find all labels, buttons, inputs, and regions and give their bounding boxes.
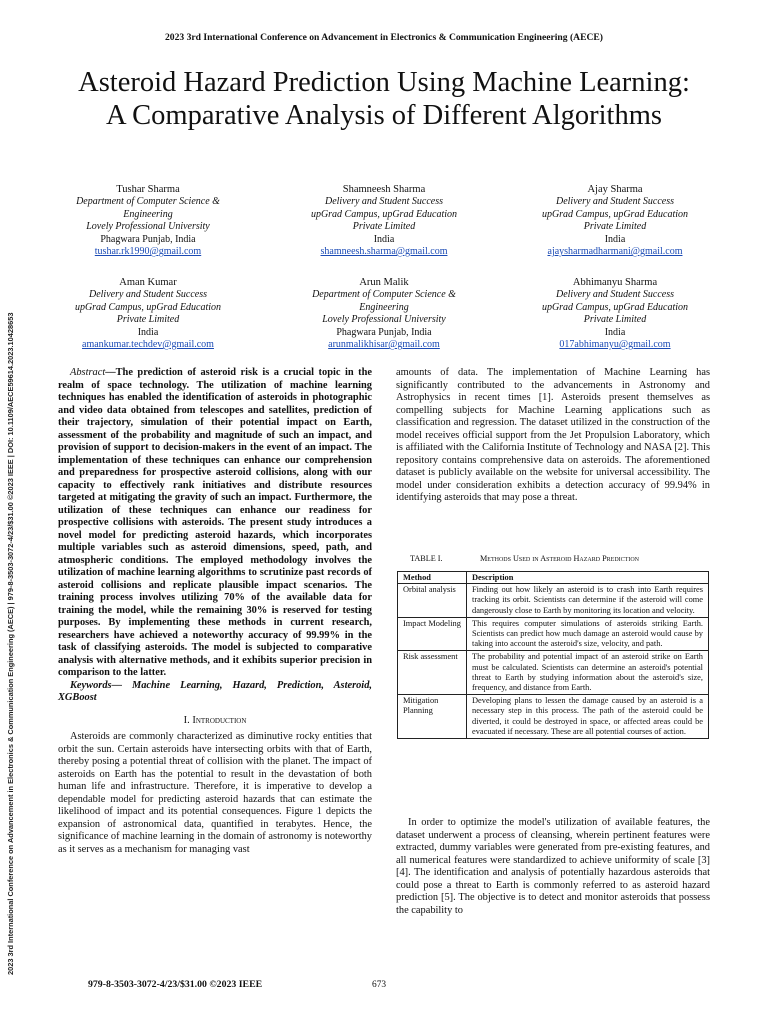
author-affiliation: upGrad Campus, upGrad Education	[541, 301, 689, 313]
author-affiliation: Delivery and Student Success	[555, 289, 675, 301]
table-cell-description: This requires computer simulations of asteroids striking Earth. Scientists can predict how much damage an asteroid would cause by taking into account the asteroid's size, velocity, and path.	[467, 617, 709, 651]
author-location: India	[137, 326, 159, 338]
keywords: Keywords— Machine Learning, Hazard, Prediction, Asteroid, XGBoost	[58, 679, 372, 703]
author-affiliation: Delivery and Student Success	[555, 196, 675, 208]
table-row	[398, 617, 709, 651]
intro-paragraph-2: In order to optimize the model's utilization of available features, the dataset underwent a process of cleansing, wherein pertinent features were extracted, dummy variables were generated from pre-existing features, and all numerical features were standardized to achieve uniformity of scale [3][4]. The identification and analysis of potentially hazardous asteroids that could pose a threat to Earth is commonly referred to as asteroid hazard prediction [5]. The objective is to detect and monitor asteroids that possess the capability to	[396, 817, 710, 916]
author-affiliation: Private Limited	[583, 221, 647, 233]
table-row	[398, 651, 709, 695]
author-block-6	[515, 277, 715, 351]
intro-paragraph-1-continued: amounts of data. The implementation of Machine Learning has significantly contributed to the advancements in Astronomy and Astrophysics in recent times [1]. Asteroids present themselves as compelling subjects for Machine Learning applications such as classification and regression. The dataset utilized in the construction of the model receives official support from the Jet Propulsion Laboratory, which is affiliated with the California Institute of Technology and NASA [2]. This repository contains comprehensive data on asteroids. The aforementioned dataset is publicly available on the website for universal accessibility. The model under consideration exhibits a detection accuracy of 99.94% in identifying asteroids that may pose a threat.	[396, 367, 710, 503]
right-column-top	[396, 367, 710, 505]
author-email-link[interactable]: shamneesh.sharma@gmail.com	[320, 246, 448, 258]
table-cell-method: Mitigation Planning	[398, 695, 467, 739]
author-affiliation: Department of Computer Science &	[312, 289, 456, 301]
author-affiliation: Lovely Professional University	[322, 314, 446, 326]
author-affiliation: Department of Computer Science &	[76, 196, 220, 208]
section-heading-introduction: I. Introduction	[183, 714, 247, 726]
page-number: 673	[372, 980, 387, 990]
author-affiliation: upGrad Campus, upGrad Education	[74, 301, 222, 313]
author-email-link[interactable]: arunmalikhisar@gmail.com	[328, 339, 440, 351]
author-email-link[interactable]: amankumar.techdev@gmail.com	[82, 339, 214, 351]
table-row	[398, 584, 709, 618]
author-name: Abhimanyu Sharma	[572, 277, 658, 288]
table-cell-description: Developing plans to lessen the damage caused by an asteroid is a necessary step in this process. The path of the asteroid could be diverted, it could be destroyed in space, or affected areas could be evacuated if necessary. These are all potential courses of action.	[467, 695, 709, 739]
table-cell-method: Impact Modeling	[398, 617, 467, 651]
author-location: Phagwara Punjab, India	[100, 233, 196, 245]
table-header-description: Description	[467, 572, 709, 584]
table-cell-description: Finding out how likely an asteroid is to crash into Earth requires tracking its orbit. Scientists can determine if the asteroid will come dangerously close to Earth by monitoring its location and velocity.	[467, 584, 709, 618]
author-email-link[interactable]: tushar.rk1990@gmail.com	[94, 246, 202, 258]
right-column-bottom	[396, 817, 710, 917]
author-location: India	[604, 326, 626, 338]
footer-isbn: 979-8-3503-3072-4/23/$31.00 ©2023 IEEE	[88, 979, 263, 990]
author-block-3	[515, 184, 715, 258]
author-location: India	[373, 233, 395, 245]
abstract-text: —The prediction of asteroid risk is a crucial topic in the realm of space technology. The utilization of machine learning techniques has enabled the identification of asteroids in photographic and video data obtained from telescopes and satellites, prediction of their trajectory, simulation of their potential impact on Earth, assessment of the probability and magnitude of such an impact, and provision of support to decision-makers in the event of an impact. The implementation of these techniques can enhance our comprehension and preparedness for prospective asteroid collisions, along with our capacity to effectively rank initiatives and distribute resources targeted at mitigating the gravity of such an impact. Furthermore, the utilization of these techniques can enhance our readiness for prospective collisions with asteroids. The present study introduces a novel model for predicting asteroid hazards, which incorporates multiple variables such as asteroid dimensions, speed, path, and atmospheric conditions. The employed methodology involves the utilization of machine learning algorithms to scrutinize past records of asteroid collisions and replicate plausible impact scenarios. The training process involves utilizing 70% of the available data for training the model, while the remaining 30% is reserved for testing purposes. By implementing these methods in current research, researchers have achieved a noteworthy accuracy of 99.99% in the task of classifying asteroids. The model is subjected to comparative analysis with alternative methods, and it exhibits superior precision in comparison to the latter.	[58, 367, 372, 678]
author-name: Arun Malik	[359, 277, 409, 288]
abstract	[58, 367, 372, 680]
methods-table	[397, 571, 709, 739]
author-location: India	[604, 233, 626, 245]
author-affiliation: Private Limited	[116, 314, 180, 326]
author-affiliation: Delivery and Student Success	[324, 196, 444, 208]
table-cell-method: Risk assessment	[398, 651, 467, 695]
table-cell-description: The probability and potential impact of an asteroid strike on Earth must be calculated. Scientists can determine an asteroid's potential threat to Earth by studying information about the asteroid's size, frequency, and distance from Earth.	[467, 651, 709, 695]
author-affiliation: Private Limited	[352, 221, 416, 233]
table-label: TABLE I.	[410, 554, 443, 563]
author-affiliation: Delivery and Student Success	[88, 289, 208, 301]
author-affiliation: Lovely Professional University	[86, 221, 210, 233]
table-cell-method: Orbital analysis	[398, 584, 467, 618]
table-row	[398, 695, 709, 739]
side-doi-note: 2023 3rd International Conference on Advancement in Electronics & Communication Engineering (AECE) | 979-8-3503-3072-4/23/$31.00 ©2023 IEEE | DOI: 10.1109/AECE59614.2023.10428653	[6, 312, 15, 975]
author-block-5	[284, 277, 484, 351]
author-name: Aman Kumar	[119, 277, 177, 288]
left-column	[58, 367, 372, 856]
author-affiliation: Engineering	[123, 208, 173, 220]
author-affiliation: Engineering	[359, 301, 409, 313]
table-title: Methods Used in Asteroid Hazard Prediction	[480, 554, 640, 563]
author-email-link[interactable]: ajaysharmadharmani@gmail.com	[547, 246, 683, 258]
table-caption	[410, 554, 640, 563]
author-email-link[interactable]: 017abhimanyu@gmail.com	[559, 339, 671, 351]
abstract-label: Abstract	[70, 367, 106, 378]
author-location: Phagwara Punjab, India	[336, 326, 432, 338]
author-name: Shamneesh Sharma	[342, 184, 426, 195]
author-block-2	[284, 184, 484, 258]
author-block-1	[48, 184, 248, 258]
intro-paragraph-1: Asteroids are commonly characterized as diminutive rocky entities that orbit the sun. Certain asteroids have intersecting orbits with that of Earth, thereby posing a potential threat of collision with the planet. The impact of asteroids on Earth has the potential to result in the devastation of both human life and infrastructure. Therefore, it is imperative to develop a dependable model for predicting asteroid hazards that can estimate the likelihood of impact and its potential consequences. Figure 1 depicts the expansion of astronomical data, quantified in terabytes. Hence, the significance of machine learning in the domain of astronomy is noteworthy as it serves as a mechanism for managing vast	[58, 731, 372, 855]
paper-title: Asteroid Hazard Prediction Using Machine Learning: A Comparative Analysis of Different Algorithms	[78, 67, 690, 131]
author-name: Tushar Sharma	[116, 184, 180, 195]
table-header-method: Method	[398, 572, 467, 584]
author-block-4	[48, 277, 248, 351]
author-affiliation: upGrad Campus, upGrad Education	[541, 208, 689, 220]
author-affiliation: Private Limited	[583, 314, 647, 326]
author-affiliation: upGrad Campus, upGrad Education	[310, 208, 458, 220]
table-header-row	[398, 572, 709, 584]
conference-header: 2023 3rd International Conference on Advancement in Electronics & Communication Engineering (AECE)	[164, 32, 603, 43]
author-name: Ajay Sharma	[587, 184, 643, 195]
